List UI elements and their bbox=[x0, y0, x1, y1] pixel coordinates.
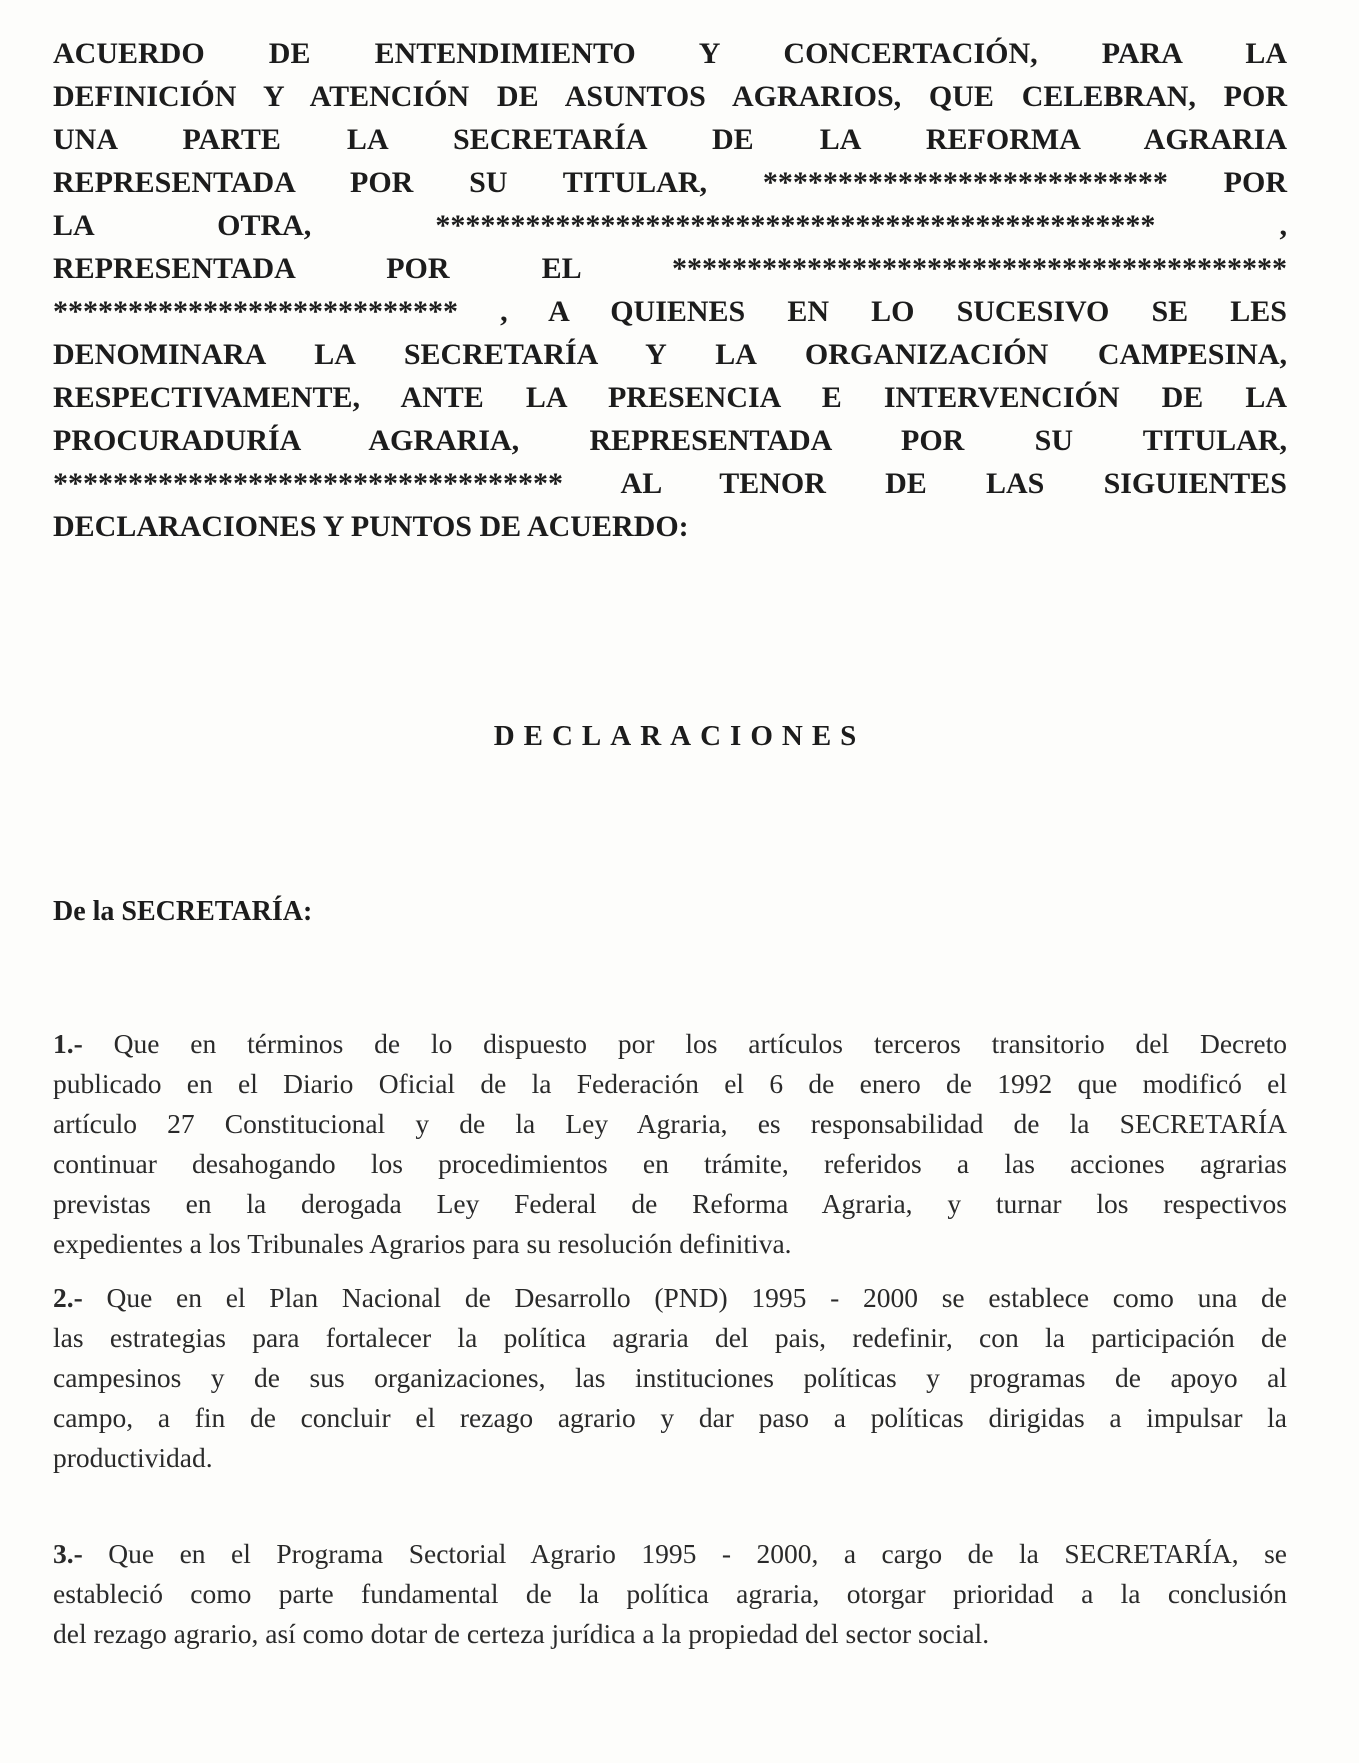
title-line: DECLARACIONES Y PUNTOS DE ACUERDO: bbox=[53, 510, 689, 543]
title-line: DENOMINARA LA SECRETARÍA Y LA ORGANIZACIÓN CAMPESINA, bbox=[53, 338, 1287, 371]
title-line: REPRESENTADA POR EL ***************************************** bbox=[53, 252, 1287, 285]
declaration-3 bbox=[53, 1534, 1287, 1654]
declaration-2 bbox=[53, 1278, 1287, 1478]
paragraph-line: estableció como parte fundamental de la política agraria, otorgar prioridad a la conclusión bbox=[53, 1578, 1287, 1609]
paragraph-line: productividad. bbox=[53, 1442, 213, 1473]
title-line: PROCURADURÍA AGRARIA, REPRESENTADA POR SU TITULAR, bbox=[53, 424, 1287, 457]
section-heading: DECLARACIONES bbox=[493, 720, 866, 752]
paragraph-line: Que en términos de lo dispuesto por los artículos terceros transitorio del Decreto bbox=[82, 1028, 1287, 1059]
title-line: LA OTRA, ************************************************ , bbox=[53, 209, 1287, 242]
title-line: RESPECTIVAMENTE, ANTE LA PRESENCIA E INTERVENCIÓN DE LA bbox=[53, 381, 1287, 414]
paragraph-line: Que en el Plan Nacional de Desarrollo (PND) 1995 - 2000 se establece como una de bbox=[82, 1282, 1287, 1313]
title-line: DEFINICIÓN Y ATENCIÓN DE ASUNTOS AGRARIOS, QUE CELEBRAN, POR bbox=[53, 80, 1287, 113]
paragraph-number: 2.- bbox=[53, 1282, 83, 1313]
paragraph-line: continuar desahogando los procedimientos en trámite, referidos a las acciones agrarias bbox=[53, 1148, 1287, 1179]
paragraph-line: publicado en el Diario Oficial de la Federación el 6 de enero de 1992 que modificó el bbox=[53, 1068, 1287, 1099]
paragraph-line: artículo 27 Constitucional y de la Ley Agraria, es responsabilidad de la SECRETARÍA bbox=[53, 1108, 1287, 1139]
paragraph-line: expedientes a los Tribunales Agrarios para su resolución definitiva. bbox=[53, 1228, 792, 1259]
paragraph-line: previstas en la derogada Ley Federal de Reforma Agraria, y turnar los respectivos bbox=[53, 1188, 1287, 1219]
title-line: ********************************** AL TENOR DE LAS SIGUIENTES bbox=[53, 467, 1287, 500]
title-line: ACUERDO DE ENTENDIMIENTO Y CONCERTACIÓN, PARA LA bbox=[53, 37, 1287, 70]
paragraph-line: campo, a fin de concluir el rezago agrario y dar paso a políticas dirigidas a impulsar la bbox=[53, 1402, 1287, 1433]
paragraph-line: del rezago agrario, así como dotar de certeza jurídica a la propiedad del sector social. bbox=[53, 1618, 990, 1649]
paragraph-line: Que en el Programa Sectorial Agrario 1995 - 2000, a cargo de la SECRETARÍA, se bbox=[82, 1538, 1287, 1569]
title-line: *************************** , A QUIENES EN LO SUCESIVO SE LES bbox=[53, 295, 1287, 328]
title-line: REPRESENTADA POR SU TITULAR, *************************** POR bbox=[53, 166, 1287, 199]
paragraph-line: las estrategias para fortalecer la política agraria del pais, redefinir, con la participación de bbox=[53, 1322, 1287, 1353]
paragraph-number: 1.- bbox=[53, 1028, 83, 1059]
paragraph-line: campesinos y de sus organizaciones, las instituciones políticas y programas de apoyo al bbox=[53, 1362, 1287, 1393]
declaration-1 bbox=[53, 1024, 1287, 1264]
subheading: De la SECRETARÍA: bbox=[53, 896, 313, 927]
paragraph-number: 3.- bbox=[53, 1538, 83, 1569]
agreement-title bbox=[53, 32, 1287, 548]
title-line: UNA PARTE LA SECRETARÍA DE LA REFORMA AGRARIA bbox=[53, 123, 1287, 156]
